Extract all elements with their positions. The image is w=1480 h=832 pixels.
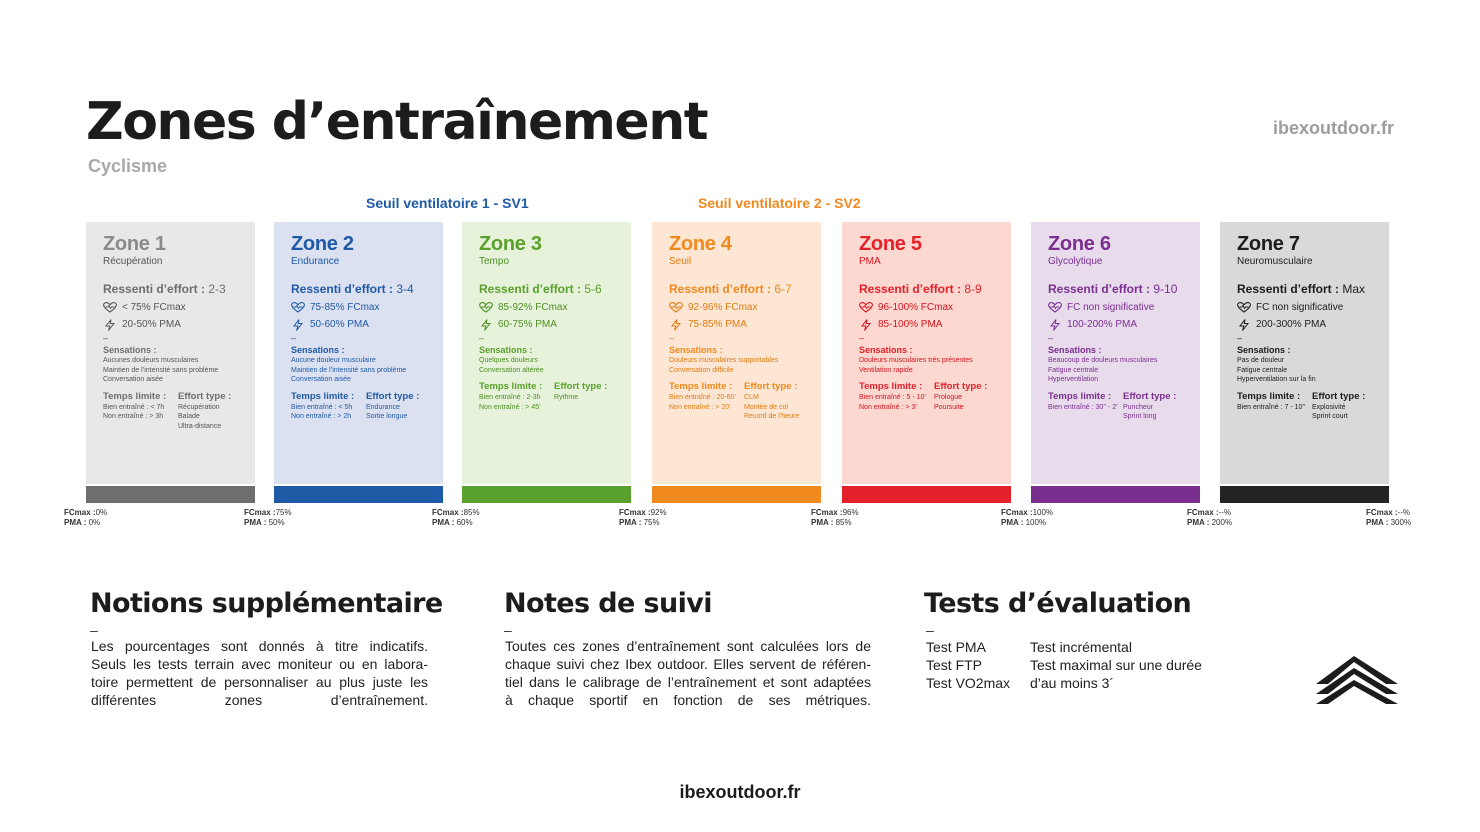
zone-subtitle: Récupération: [103, 256, 163, 267]
heart-rate-icon: [291, 302, 305, 313]
brand-link-bottom[interactable]: ibexoutdoor.fr: [679, 782, 801, 802]
tick-pma-value: 75%: [643, 518, 660, 527]
pma-metric: [479, 319, 621, 330]
effort-rating: [1048, 282, 1190, 296]
tick-pma-label: PMA :: [811, 518, 834, 527]
divider-dash: –: [103, 333, 109, 343]
tick-fc-value: 92%: [650, 508, 667, 517]
sensation-line: Ventilation rapide: [859, 366, 913, 374]
tick-pma-label: PMA :: [1001, 518, 1024, 527]
effort-rating: [291, 282, 433, 296]
pma-value: 200-300% PMA: [1256, 319, 1327, 330]
time-limit-line: Non entraîné : > 45’: [479, 403, 541, 411]
sensation-line: Fatigue centrale: [1048, 366, 1099, 374]
effort-type-title: Effort type :: [554, 381, 608, 392]
effort-rating: [669, 282, 811, 296]
test-row: [926, 656, 1230, 674]
effort-type-title: Effort type :: [366, 390, 420, 402]
sensation-line: Hyperventilation sur la fin: [1237, 376, 1316, 383]
test-row: [926, 674, 1230, 692]
effort-value: 2-3: [208, 282, 226, 296]
effort-type-line: CLM: [744, 394, 759, 401]
tick-pma-value: 300%: [1390, 518, 1412, 527]
effort-label: Ressenti d’effort :: [103, 282, 206, 296]
zone-subtitle: Tempo: [479, 256, 510, 267]
tick-pma-value: 0%: [88, 518, 101, 527]
zone-card-5: [842, 222, 1011, 484]
zone-tick: [619, 508, 667, 528]
effort-type-line: Sprint long: [1123, 413, 1157, 420]
effort-label: Ressenti d’effort :: [1237, 282, 1340, 296]
tick-pma-value: 200%: [1211, 518, 1233, 527]
tick-fc-value: 96%: [842, 508, 859, 517]
pma-metric: [1048, 319, 1190, 330]
effort-value: 3-4: [396, 282, 414, 296]
section-dash-notes: –: [504, 622, 512, 638]
section-title-tests: Tests d’évaluation: [924, 588, 1192, 619]
sensations-title: Sensations :: [1237, 345, 1291, 355]
pma-value: 50-60% PMA: [310, 319, 369, 330]
effort-value: 6-7: [774, 282, 792, 296]
ibex-logo-icon: [1314, 654, 1400, 704]
lightning-icon: [291, 319, 305, 330]
tick-fc-value: 75%: [275, 508, 292, 517]
lightning-icon: [859, 319, 873, 330]
zone-bar-4: [652, 486, 821, 503]
zone-subtitle: PMA: [859, 256, 881, 267]
effort-label: Ressenti d’effort :: [1048, 282, 1151, 296]
zone-name: Zone 4: [669, 233, 732, 255]
hr-value: 75-85% FCmax: [310, 302, 380, 313]
tick-fc-label: FCmax :: [1187, 508, 1219, 517]
heart-rate-icon: [479, 302, 493, 313]
tick-fc-value: --%: [1397, 508, 1411, 517]
sensation-line: Conversation aisée: [291, 376, 351, 383]
zone-tick: [1187, 508, 1232, 528]
pma-metric: [859, 319, 1001, 330]
effort-type-line: Sprint court: [1312, 413, 1348, 420]
tick-fc-label: FCmax :: [619, 508, 651, 517]
effort-value: 5-6: [584, 282, 602, 296]
sensation-line: Maintien de l’intensité sans problème: [291, 366, 407, 374]
divider-dash: –: [479, 333, 485, 343]
sensation-line: Douleurs musculaires très présentes: [859, 357, 973, 364]
hr-value: 85-92% FCmax: [498, 302, 568, 313]
effort-type-line: Balade: [178, 413, 200, 420]
tick-fc-label: FCmax :: [1366, 508, 1398, 517]
hr-value: < 75% FCmax: [122, 302, 186, 313]
tick-fc-value: --%: [1218, 508, 1232, 517]
sensations-title: Sensations :: [291, 345, 345, 355]
tick-fc-label: FCmax :: [244, 508, 276, 517]
zone-card-6: [1031, 222, 1200, 484]
time-limit-line: Bien entraîné : 30’’ - 2’: [1048, 403, 1118, 411]
text-line: chaque suivi chez Ibex outdoor. Elles servent de référen-: [505, 656, 871, 672]
effort-type-title: Effort type :: [744, 381, 798, 392]
zone-tick: [1001, 508, 1053, 528]
tick-fc-label: FCmax :: [64, 508, 96, 517]
time-limit-col: [1237, 391, 1312, 422]
limits-row: [479, 381, 621, 412]
effort-type-line: Récupération: [178, 403, 220, 411]
brand-link-top[interactable]: ibexoutdoor.fr: [1273, 118, 1394, 138]
tick-fc-label: FCmax :: [811, 508, 843, 517]
effort-type-title: Effort type :: [1123, 390, 1177, 402]
effort-type-col: [178, 391, 245, 432]
zone-tick: [64, 508, 107, 528]
zone-card-4: [652, 222, 821, 484]
tick-pma-label: PMA :: [1366, 518, 1389, 527]
effort-value: 8-9: [964, 282, 982, 296]
effort-type-col: [1312, 391, 1379, 422]
zone-card-1: [86, 222, 255, 484]
sensation-line: Douleurs musculaires supportables: [669, 357, 779, 364]
hr-metric: [669, 302, 811, 313]
time-limit-line: Bien entraîné : < 7h: [103, 403, 165, 411]
hr-value: 92-96% FCmax: [688, 302, 758, 313]
time-limit-line: Bien entraîné : < 5h: [291, 403, 353, 411]
effort-type-line: Sortie longue: [366, 413, 408, 420]
text-line: tiel dans le calibrage de l’entraînement et sont adaptées: [505, 674, 871, 690]
pma-metric: [669, 319, 811, 330]
section-dash-tests: –: [926, 622, 934, 638]
time-limit-col: [479, 381, 554, 412]
effort-type-title: Effort type :: [934, 381, 988, 392]
time-limit-title: Temps limite :: [669, 381, 733, 392]
effort-value: Max: [1342, 282, 1366, 296]
tick-fc-label: FCmax :: [1001, 508, 1033, 517]
sensations-title: Sensations :: [859, 345, 913, 355]
effort-type-line: Rythme: [554, 394, 579, 401]
threshold-sv2: Seuil ventilatoire 2 - SV2: [698, 195, 861, 211]
hr-value: 96-100% FCmax: [878, 302, 954, 313]
sensation-line: Quelques douleurs: [479, 357, 538, 364]
zone-name: Zone 1: [103, 233, 166, 255]
sensations-title: Sensations :: [1048, 345, 1102, 355]
section-text-notes: [505, 637, 871, 709]
hr-metric: [103, 302, 245, 313]
time-limit-title: Temps limite :: [859, 381, 923, 392]
hr-metric: [479, 302, 621, 313]
effort-type-col: [744, 381, 811, 422]
effort-type-title: Effort type :: [178, 390, 232, 402]
sensation-line: Fatigue centrale: [1237, 366, 1288, 374]
divider-dash: –: [859, 333, 865, 343]
hr-metric: [291, 302, 433, 313]
zone-bar-1: [86, 486, 255, 503]
sensation-line: Conversation difficile: [669, 366, 734, 374]
sensations-title: Sensations :: [103, 345, 157, 355]
effort-label: Ressenti d’effort :: [669, 282, 772, 296]
zone-card-2: [274, 222, 443, 484]
effort-type-line: Poursuite: [934, 403, 964, 411]
pma-value: 20-50% PMA: [122, 319, 181, 330]
divider-dash: –: [291, 333, 297, 343]
time-limit-col: [291, 391, 366, 422]
zone-bar-3: [462, 486, 631, 503]
time-limit-col: [103, 391, 178, 432]
sensation-line: Aucunes douleurs musculaires: [103, 357, 199, 364]
effort-type-line: Montée de col: [744, 403, 788, 411]
heart-rate-icon: [1237, 302, 1251, 313]
zone-bar-5: [842, 486, 1011, 503]
zone-bar-6: [1031, 486, 1200, 503]
effort-rating: [1237, 282, 1379, 296]
time-limit-title: Temps limite :: [1237, 390, 1301, 402]
effort-type-col: [934, 381, 1001, 412]
test-desc: Test maximal sur une durée: [1030, 657, 1202, 673]
time-limit-line: Non entraîné : > 3h: [103, 413, 164, 420]
sensation-line: Pas de douleur: [1237, 357, 1285, 364]
hr-metric: [1237, 302, 1379, 313]
zone-tick: [1366, 508, 1411, 528]
time-limit-title: Temps limite :: [1048, 390, 1112, 402]
lightning-icon: [479, 319, 493, 330]
zone-subtitle: Glycolytique: [1048, 256, 1103, 267]
time-limit-line: Bien entraîné : 5 - 10’: [859, 394, 926, 401]
time-limit-title: Temps limite :: [479, 381, 543, 392]
section-text-notions: [91, 637, 428, 709]
zone-name: Zone 6: [1048, 233, 1111, 255]
tick-pma-label: PMA :: [619, 518, 642, 527]
effort-rating: [859, 282, 1001, 296]
hr-metric: [1048, 302, 1190, 313]
time-limit-title: Temps limite :: [103, 390, 167, 402]
effort-label: Ressenti d’effort :: [291, 282, 394, 296]
heart-rate-icon: [859, 302, 873, 313]
test-row: [926, 638, 1230, 656]
sensation-line: Maintien de l’intensité sans problème: [103, 366, 219, 374]
pma-value: 100-200% PMA: [1067, 319, 1138, 330]
time-limit-line: Bien entraîné : 20-60’: [669, 394, 736, 401]
limits-row: [103, 391, 245, 432]
time-limit-col: [669, 381, 744, 422]
test-desc: d’au moins 3´: [1030, 675, 1115, 691]
effort-type-col: [1123, 391, 1190, 422]
tests-list: [926, 638, 1230, 692]
tick-fc-label: FCmax :: [432, 508, 464, 517]
effort-type-line: Prologue: [934, 394, 963, 401]
page-title: Zones d’entraînement: [86, 92, 708, 152]
hr-metric: [859, 302, 1001, 313]
time-limit-line: Bien entraîné : 7 - 10’’: [1237, 403, 1306, 411]
tick-pma-value: 100%: [1025, 518, 1047, 527]
limits-row: [1048, 391, 1190, 422]
tick-pma-label: PMA :: [1187, 518, 1210, 527]
threshold-sv1: Seuil ventilatoire 1 - SV1: [366, 195, 529, 211]
hr-value: FC non significative: [1256, 302, 1344, 313]
zone-tick: [432, 508, 480, 528]
zone-subtitle: Seuil: [669, 256, 692, 267]
time-limit-line: Non entraîné : > 20’: [669, 403, 731, 411]
zone-name: Zone 3: [479, 233, 542, 255]
sensations-title: Sensations :: [669, 345, 723, 355]
section-title-notions: Notions supplémentaire: [90, 588, 443, 619]
effort-type-col: [554, 381, 621, 412]
tick-fc-value: 100%: [1032, 508, 1054, 517]
section-title-notes: Notes de suivi: [504, 588, 712, 619]
effort-type-line: Ultra-distance: [178, 422, 222, 430]
sensation-line: Beaucoup de douleurs musculaires: [1048, 357, 1158, 364]
zone-subtitle: Neuromusculaire: [1237, 256, 1313, 267]
effort-type-line: Endurance: [366, 403, 400, 411]
time-limit-line: Bien entraîné : 2-3h: [479, 394, 541, 401]
effort-value: 9-10: [1153, 282, 1178, 296]
effort-type-title: Effort type :: [1312, 390, 1366, 402]
zone-name: Zone 5: [859, 233, 922, 255]
divider-dash: –: [1048, 333, 1054, 343]
tick-pma-value: 50%: [268, 518, 285, 527]
lightning-icon: [1237, 319, 1251, 330]
divider-dash: –: [1237, 333, 1243, 343]
sensation-line: Conversation altérée: [479, 366, 544, 374]
zone-name: Zone 2: [291, 233, 354, 255]
heart-rate-icon: [1048, 302, 1062, 313]
time-limit-line: Non entraîné : > 2h: [291, 413, 352, 420]
effort-type-line: Explosivité: [1312, 403, 1346, 411]
time-limit-line: Non entraîné : > 3’: [859, 403, 917, 411]
tick-pma-value: 60%: [456, 518, 473, 527]
sensation-line: Aucune douleur musculaire: [291, 357, 376, 364]
sensations-title: Sensations :: [479, 345, 533, 355]
zone-tick: [811, 508, 859, 528]
hr-value: FC non significative: [1067, 302, 1155, 313]
heart-rate-icon: [669, 302, 683, 313]
text-line: à chaque sportif en fonction de ses métriques.: [505, 692, 871, 708]
text-line: Toutes ces zones d’entraînement sont calculées lors de: [505, 638, 871, 654]
page-subtitle: Cyclisme: [88, 156, 168, 176]
test-desc: Test incrémental: [1030, 639, 1132, 655]
test-name: Test VO2max: [926, 675, 1011, 691]
heart-rate-icon: [103, 302, 117, 313]
pma-value: 85-100% PMA: [878, 319, 943, 330]
effort-label: Ressenti d’effort :: [479, 282, 582, 296]
effort-label: Ressenti d’effort :: [859, 282, 962, 296]
test-name: Test PMA: [926, 639, 986, 655]
zone-name: Zone 7: [1237, 233, 1300, 255]
zone-card-7: [1220, 222, 1389, 484]
pma-metric: [103, 319, 245, 330]
divider-dash: –: [669, 333, 675, 343]
time-limit-title: Temps limite :: [291, 390, 355, 402]
tick-pma-value: 85%: [835, 518, 852, 527]
effort-type-line: Puncheur: [1123, 403, 1153, 411]
text-line: Seuls les tests terrain avec moniteur ou en labora-: [91, 656, 428, 672]
sensation-line: Conversation aisée: [103, 376, 163, 383]
pma-metric: [291, 319, 433, 330]
tick-pma-label: PMA :: [64, 518, 87, 527]
zone-card-3: [462, 222, 631, 484]
pma-value: 75-85% PMA: [688, 319, 747, 330]
zone-subtitle: Endurance: [291, 256, 340, 267]
lightning-icon: [1048, 319, 1062, 330]
limits-row: [669, 381, 811, 422]
lightning-icon: [103, 319, 117, 330]
text-line: toire permettent de personnaliser au plus juste les: [91, 674, 428, 690]
text-line: différentes zones d’entraînement.: [91, 692, 428, 708]
effort-rating: [479, 282, 621, 296]
tick-pma-label: PMA :: [432, 518, 455, 527]
lightning-icon: [669, 319, 683, 330]
zone-bar-7: [1220, 486, 1389, 503]
test-name: Test FTP: [926, 657, 983, 673]
tick-fc-value: 0%: [95, 508, 108, 517]
limits-row: [291, 391, 433, 422]
zone-bar-2: [274, 486, 443, 503]
section-dash-notions: –: [90, 622, 98, 638]
sensation-line: Hyperventilation: [1048, 376, 1099, 383]
text-line: Les pourcentages sont donnés à titre indicatifs.: [91, 638, 428, 654]
pma-metric: [1237, 319, 1379, 330]
zone-tick: [244, 508, 292, 528]
tick-fc-value: 85%: [463, 508, 480, 517]
limits-row: [859, 381, 1001, 412]
limits-row: [1237, 391, 1379, 422]
time-limit-col: [859, 381, 934, 412]
tick-pma-label: PMA :: [244, 518, 267, 527]
time-limit-col: [1048, 391, 1123, 422]
effort-type-col: [366, 391, 433, 422]
effort-rating: [103, 282, 245, 296]
effort-type-line: Record de l’heure: [744, 413, 800, 420]
pma-value: 60-75% PMA: [498, 319, 557, 330]
